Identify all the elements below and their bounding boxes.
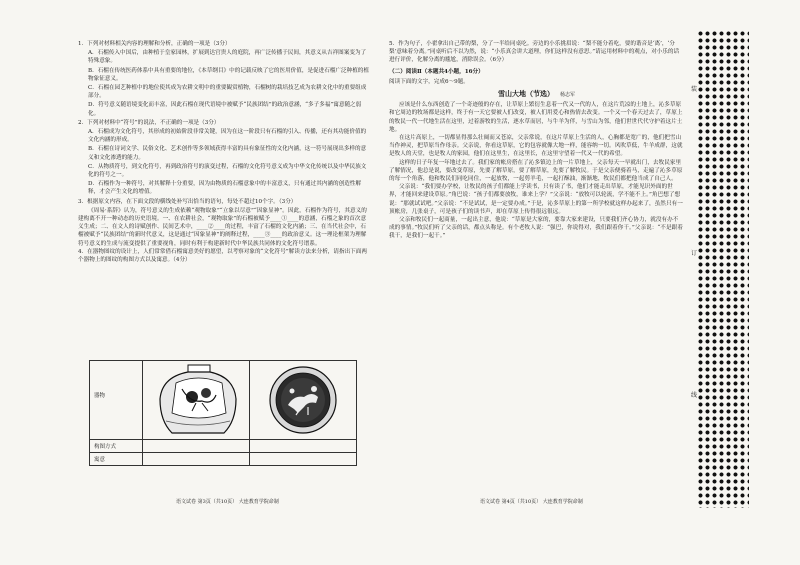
q4-stem: 4．在器物图纹的设计上，人们常常借石榴寓意美好的愿望，以考察对象的“文化符号”解读方法来分析，请指出下面两个器物上的图纹的构图方式以及寓意。（4分） xyxy=(78,248,367,264)
q2-stem: 2．下列对材料中“符号”的说法，不正确的一项是（3分） xyxy=(78,119,220,126)
q1-option-c: C．石榴在园艺种植中的地位使其成为农耕文明中的重要観赏植物，石榴树的栽培技艺成为农耕文化中的重要组成部分。 xyxy=(88,85,367,100)
q2-option-c: C．从物质符号，到文化符号，再到政治符号的演变过程，石榴的文化符号意义成为中华文化传统以及中华民族文化的符号之一。 xyxy=(88,163,367,179)
pomegranate-plate-illustration xyxy=(268,365,338,435)
q1-option-d: D．符号意义随语境变化而丰富，因此石榴在现代语境中被赋予“民族团结”的政治意涵，“多子多福”寓意随之弱化。 xyxy=(88,102,362,117)
table-label-meaning: 寓意 xyxy=(94,457,106,463)
page3-footer: 语文试卷 第3页（共10页） 大连教育学院命制 xyxy=(176,499,279,505)
q3-body: 《周易·系辞》认为，符号意义的生成依赖“观物取象”“立象以尽意”“因象显神”。因此，石榴作为符号，其意义的建构离不开一种动态的历史语境。一、在农耕社会，“观物取象”的石榴被赋予____①____的意涵，石榴之象的首次意义生成；二、在文人的诗赋创作、民间艺术中，____②____的过程，丰富了石榴的文化内涵；三、在当代社会中，石榴被赋予“民族团结”的新时代意义，这是通过“因象显神”的阐释过程，____③____的政治意义。这一理论框架为理解符号意义的生成与流变提供了重要视角，同时有利于构建新时代中华民族共同体的文化符号谱系。 xyxy=(78,207,367,247)
story-paragraph-1: 应该是什么东西创造了一个奇迹般的存在，让草原上繁衍生息着一代又一代的人，在这片荒凉的土地上，沁多草原和它周边的牧场都是这样，终于有一天它要被人们改变，被人们用爱心和热情去改变。一个又一个春天过去了，草原上的牧民一代一代地生活在这里，过着游牧的生活，逐水草而居，与牛羊为伴，与雪山为邻，他们世世代代守护着这片土地。 xyxy=(389,102,683,133)
q2-option-a: A．石榴成为文化符号，其形成的初始阶段非常关键，因为在这一阶段只有石榴的引入、传播，还有其功能价值的文化内涵的形成。 xyxy=(88,129,367,144)
story-paragraph-2: 在这片高原上，一切都显得那么壮阔而又苍凉，父亲常说，在这片草原上生活的人，心胸都是宽广的，他们把雪山当作神灵，把草原当作母亲。父亲说，你看这草原，它的包容就像大地一样，能容纳一切。风吹草低，牛羊成群，这就是牧人的天堂，也是牧人的家园，他们在这里生，在这里长，在这里守望着一代又一代的希望。 xyxy=(389,135,683,158)
q2-option-b: B．石榴在诗词文学、民俗文化、艺术创作等多领域获得丰富的具有象征性的文化内涵，这一符号展现出多样的意义和文化渗透的能力。 xyxy=(88,146,367,161)
binding-strip xyxy=(697,30,749,508)
story-paragraph-4: 父亲说：“我们要办学校，让牧民的孩子们都能上学读书，只有读了书，他们才能走出草原，才能见识外面的世界，才能回来建设草原。”角巴说：“孩子们都要放牧，谁来上学？”父亲说：“放牧可以轮流，学不能不上。”角巴想了想说：“那就试试吧。”父亲说：“不是试试，是一定要办成。”于是，沁多草原上的第一所学校就这样办起来了，虽然只有一顶帐房，几张桌子，可是孩子们的读书声，却在草原上传得很远很远。 xyxy=(389,184,683,215)
page4-footer: 语文试卷 第4页（共10页） 大连教育学院命制 xyxy=(480,499,583,505)
story-author: 杨志军 xyxy=(559,92,575,99)
story-paragraph-5: 父亲和牧民们一起商量，一起出主意，他说：“草原是大家的，要靠大家来建设，只要我们齐心协力，就没有办不成的事情。”牧民们听了父亲的话，都点头称是。有个老牧人说：“强巴，你说得对，我们跟着你干。”父亲说：“不是跟着我干，是我们一起干。” xyxy=(389,217,683,240)
story-title-text: 雪山大地（节选） xyxy=(497,89,554,99)
section-sub: 阅读下面的文字，完成6～9题。 xyxy=(389,78,469,85)
table-label-object: 器物 xyxy=(94,393,106,399)
right-column xyxy=(389,40,684,241)
artifact-table xyxy=(89,360,357,466)
bind-mark-bottom: 线 xyxy=(690,392,697,399)
story-title xyxy=(389,90,684,99)
pomegranate-jar-illustration xyxy=(152,363,244,437)
story-paragraph-3: 这样的日子年复一年地过去了。我们家的帐房搭在了沁多镇边上的一片草地上，父亲每天一早就出门，去牧民家里了解情况，他总是说，要改变草原，先要了解草原，要了解草原，先要了解牧民。于是父亲便骑着马，走遍了沁多草原的每一个角落，他和牧民们同吃同住，一起放牧，一起剪羊毛，一起打酥油，渐渐地，牧民们都把他当成了自己人。 xyxy=(389,159,683,183)
section-heading: （二）阅读Ⅱ（本题共4小题，16分） xyxy=(389,68,484,75)
q3-stem: 3．根据原文内容，在下面文段的横线处补写出恰当的语句，每处不超过10个字。（3分） xyxy=(78,198,297,205)
left-column xyxy=(78,40,370,265)
q1-option-b: B．石榴在传统医药体系中具有重要的地位，《本草纲目》中的记载反映了它的医用价值，是促进石榴广泛种植的植物象征意义。 xyxy=(88,67,369,82)
q1-option-a: A．石榴传入中国后，由种植于皇家园林，扩展到达官贵人的庭院，再广泛传播于民间，其意义从吉祥图案变为了特殊意象。 xyxy=(88,50,367,65)
bind-mark-top: 装 xyxy=(690,86,697,93)
bind-mark-mid: 订 xyxy=(690,250,697,257)
q1-stem: 1．下列对材料相关内容的理解和分析，正确的一项是（3分） xyxy=(78,41,231,47)
q2-option-d: D．石榴作为一种符号，对其解释十分重要，因为由物质的石榴意象中的丰富意义，只有通过其内涵的创造性解释，才会产生文化的增值。 xyxy=(88,181,361,196)
q5-stem: 5．作为句子，小翟拿出自己带的梨，分了一半给同桌吃。旁边的小乐挑眉说：“梨不能分着吃，要的谐音是‘离’，‘分梨’意味着分离。”同桌听后不以为然，说：“小乐真会讲大道理，你们这样没有意思。”请运用材料中的观点，对小乐的话进行评价，化解分离的尴尬，消除误会。（6分） xyxy=(389,41,680,64)
table-label-method: 构图方式 xyxy=(94,444,117,450)
